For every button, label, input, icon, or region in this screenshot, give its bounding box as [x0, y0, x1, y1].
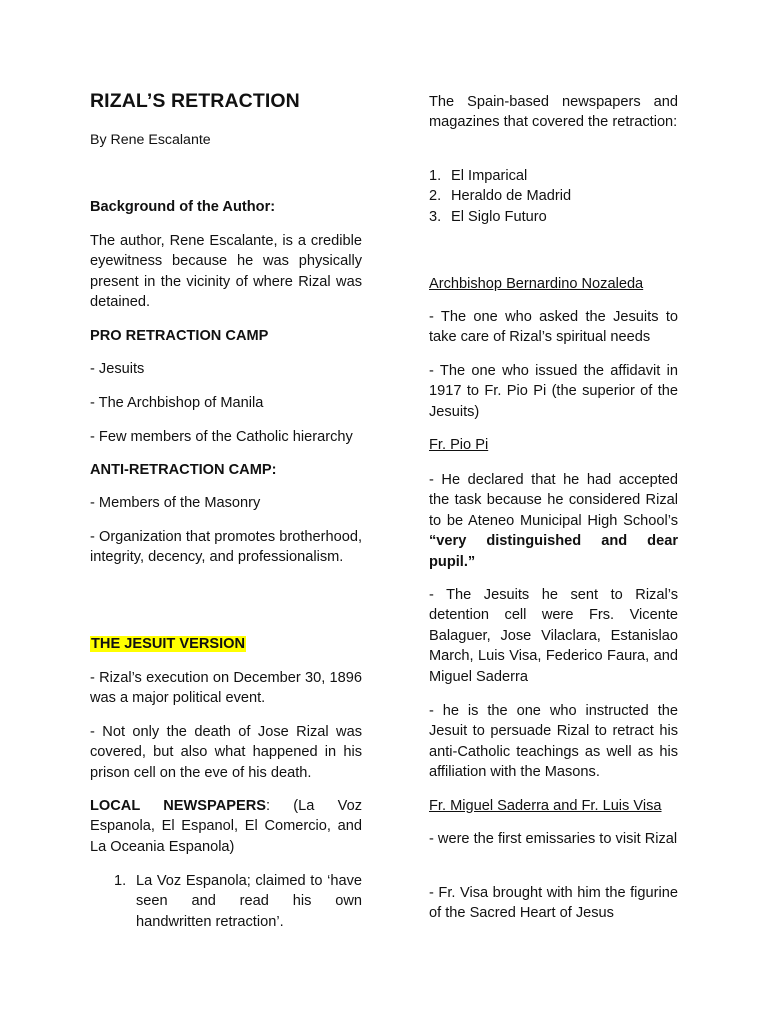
- list-text: La Voz Espanola; claimed to ‘have seen and read his own handwritten retraction’.: [136, 873, 362, 930]
- list-number: 3.: [429, 208, 442, 225]
- local-newspapers-list: : (La Voz Espanola, El Espanol, El Comercio, and La Oceania Espanola): [90, 798, 362, 855]
- anti-retraction-heading: ANTI-RETRACTION CAMP:: [90, 462, 277, 478]
- list-number: 1.: [114, 873, 127, 889]
- anti-item: - Members of the Masonry: [90, 495, 261, 511]
- nozaleda-paragraph: - The one who issued the affidavit in 1917 to Fr. Pio Pi (the superior of the Jesuits): [429, 363, 678, 420]
- list-text: El Imparical: [451, 168, 528, 184]
- anti-item: - Organization that promotes brotherhood, integrity, decency, and professionalism.: [90, 529, 362, 566]
- pio-pi-paragraph: - he is the one who instructed the Jesuit to persuade Rizal to retract his anti-Catholic teachings as well as his affiliation with the Masons.: [429, 703, 678, 781]
- background-heading: Background of the Author:: [90, 199, 276, 215]
- pio-pi-quote: “very distinguished and dear pupil.”: [429, 533, 678, 570]
- list-number: 1.: [429, 168, 442, 184]
- pro-item: - Jesuits: [90, 361, 145, 377]
- spain-intro: The Spain-based newspapers and magazines that covered the retraction:: [429, 94, 678, 131]
- saderra-paragraph: - Fr. Visa brought with him the figurine of the Sacred Heart of Jesus: [429, 885, 678, 922]
- pro-item: - Few members of the Catholic hierarchy: [90, 429, 353, 445]
- highlighted-heading: THE JESUIT VERSION: [91, 636, 246, 652]
- list-item: [429, 166, 678, 186]
- pio-pi-paragraph: - The Jesuits he sent to Rizal’s detention cell were Frs. Vicente Balaguer, Jose Vilaclara, Estanislao March, Luis Visa, Federico Faura, and Miguel Saderra: [429, 587, 678, 685]
- author-byline: By Rene Escalante: [90, 132, 211, 148]
- list-item: [429, 207, 678, 227]
- spain-newspaper-list: [429, 166, 678, 227]
- list-text: El Siglo Futuro: [451, 208, 547, 225]
- list-text: Heraldo de Madrid: [451, 188, 572, 205]
- background-text: The author, Rene Escalante, is a credible eyewitness because he was physically present in the vicinity of where Rizal was detained.: [90, 233, 362, 311]
- pio-pi-text: - He declared that he had accepted the task because he considered Rizal to be Ateneo Municipal High School’s: [429, 472, 678, 529]
- jesuit-paragraph: - Rizal’s execution on December 30, 1896 was a major political event.: [90, 670, 362, 707]
- list-number: 2.: [429, 188, 442, 205]
- list-item: [114, 871, 362, 932]
- local-newspapers-label: LOCAL NEWSPAPERS: [90, 798, 266, 814]
- list-item: [429, 186, 678, 206]
- pio-pi-paragraph: [429, 470, 678, 572]
- pro-retraction-heading: PRO RETRACTION CAMP: [90, 328, 269, 344]
- pio-pi-heading: Fr. Pio Pi: [429, 437, 489, 453]
- jesuit-paragraph: - Not only the death of Jose Rizal was covered, but also what happened in his prison cell on the eve of his death.: [90, 724, 362, 781]
- local-newspapers-paragraph: [90, 796, 362, 857]
- nozaleda-heading: Archbishop Bernardino Nozaleda: [429, 276, 644, 292]
- document-title: RIZAL’S RETRACTION: [90, 90, 300, 112]
- jesuit-version-heading: [90, 634, 362, 654]
- saderra-visa-heading: Fr. Miguel Saderra and Fr. Luis Visa: [429, 798, 662, 814]
- nozaleda-paragraph: - The one who asked the Jesuits to take care of Rizal’s spiritual needs: [429, 309, 678, 346]
- saderra-paragraph: - were the first emissaries to visit Rizal: [429, 831, 678, 847]
- pro-item: - The Archbishop of Manila: [90, 395, 264, 411]
